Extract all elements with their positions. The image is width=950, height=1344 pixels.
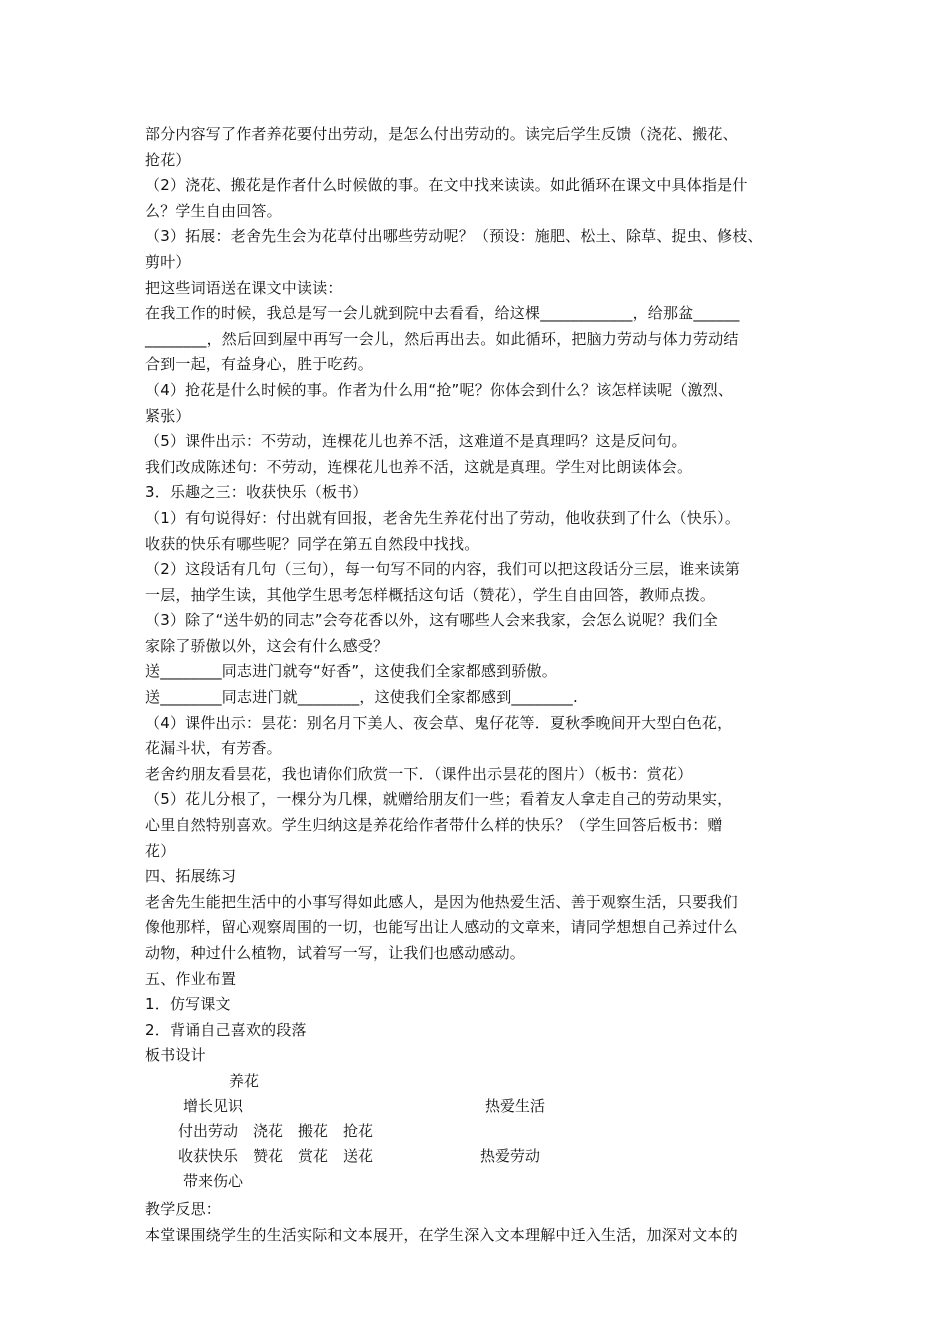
text-line: 像他那样，留心观察周围的一切，也能写出让人感动的文章来，请同学想想自己养过什么 xyxy=(145,918,738,937)
text-line: 部分内容写了作者养花要付出劳动，是怎么付出劳动的。读完后学生反馈（浇花、搬花、 xyxy=(145,125,738,143)
board-row1-left: 增长见识 xyxy=(183,1096,244,1115)
text-line: 送________同志进门就夸“好香”，这使我们全家都感到骄傲。 xyxy=(145,662,557,681)
board-row1-right: 热爱生活 xyxy=(485,1096,546,1115)
text-line: 1．仿写课文 xyxy=(145,995,231,1014)
text-line: 本堂课围绕学生的生活实际和文本展开，在学生深入文本理解中迁入生活，加深对文本的 xyxy=(145,1225,738,1244)
text-line: 老舍先生能把生活中的小事写得如此感人，是因为他热爱生活、善于观察生活，只要我们 xyxy=(145,892,738,911)
body-text xyxy=(145,122,813,1069)
text-line: 老舍约朋友看昙花，我也请你们欣赏一下．（课件出示昙花的图片）（板书：赏花） xyxy=(145,764,693,783)
text-line: 花） xyxy=(145,841,176,860)
board-row3-right: 热爱劳动 xyxy=(480,1146,541,1165)
text-line: 心里自然特别喜欢。学生归纳这是养花给作者带什么样的快乐？（学生回答后板书：赠 xyxy=(145,816,723,835)
text-line: 3．乐趣之三：收获快乐（板书） xyxy=(145,483,368,502)
text-line: （2）浇花、搬花是作者什么时候做的事。在文中找来读读。如此循环在课文中具体指是什 xyxy=(145,176,748,195)
text-line: （5）课件出示：不劳动，连棵花儿也养不活，这难道不是真理吗？这是反问句。 xyxy=(145,432,687,451)
text-line: （4）课件出示：昙花：别名月下美人、夜会草、鬼仔花等．夏秋季晚间开大型白色花， xyxy=(145,713,733,732)
text-line: 2．背诵自己喜欢的段落 xyxy=(145,1020,307,1039)
text-line: 家除了骄傲以外，这会有什么感受？ xyxy=(145,636,389,655)
text-line: 送________同志进门就________，这使我们全家都感到________. xyxy=(145,688,578,707)
text-line: 收获的快乐有哪些呢？同学在第五自然段中找找。 xyxy=(145,534,480,553)
text-line: 合到一起，有益身心，胜于吃药。 xyxy=(145,355,374,374)
text-line: 紧张） xyxy=(145,406,191,425)
text-line: （1）有句说得好：付出就有回报，老舍先生养花付出了劳动，他收获到了什么（快乐）。 xyxy=(145,508,741,527)
text-line: 教学反思： xyxy=(145,1199,222,1218)
text-line: 五、作业布置 xyxy=(145,969,237,988)
text-line: 四、拓展练习 xyxy=(145,867,237,886)
text-line: 动物，种过什么植物，试着写一写，让我们也感动感动。 xyxy=(145,944,526,962)
text-line: 么？学生自由回答。 xyxy=(145,201,282,220)
text-line: 我们改成陈述句：不劳动，连棵花儿也养不活，这就是真理。学生对比朗读体会。 xyxy=(145,457,693,476)
reflection-text xyxy=(145,1197,813,1248)
board-row2: 付出劳动 浇花 搬花 抢花 xyxy=(178,1121,374,1140)
text-line: （3）除了“送牛奶的同志”会夸花香以外，这有哪些人会来我家，会怎么说呢？我们全 xyxy=(145,611,718,630)
text-line: （5）花儿分根了，一棵分为几棵，就赠给朋友们一些；看着友人拿走自己的劳动果实， xyxy=(145,790,733,809)
text-line: （2）这段话有几句（三句），每一句写不同的内容，我们可以把这段话分三层，谁来读第 xyxy=(145,560,741,579)
board-title: 养花 xyxy=(229,1071,260,1090)
text-line: 剪叶） xyxy=(145,252,191,271)
text-line: 一层，抽学生读，其他学生思考怎样概括这句话（赞花），学生自由回答，教师点拨。 xyxy=(145,585,716,604)
board-row4: 带来伤心 xyxy=(183,1171,244,1190)
text-line: 抢花） xyxy=(145,150,191,169)
blackboard-design xyxy=(145,1069,813,1197)
text-line: 板书设计 xyxy=(145,1046,206,1065)
document-page xyxy=(145,122,813,1248)
text-line: ________，然后回到屋中再写一会儿，然后再出去。如此循环，把脑力劳动与体力劳动结 xyxy=(145,329,739,348)
text-line: （3）拓展：老舍先生会为花草付出哪些劳动呢？（预设：施肥、松土、除草、捉虫、修枝、 xyxy=(145,227,763,246)
text-line: 花漏斗状，有芳香。 xyxy=(145,739,282,758)
text-line: 在我工作的时候，我总是写一会儿就到院中去看看，给这棵____________，给那盆______ xyxy=(145,304,740,323)
text-line: 把这些词语送在课文中读读： xyxy=(145,278,343,297)
text-line: （4）抢花是什么时候的事。作者为什么用“抢”呢？你体会到什么？该怎样读呢（激烈、 xyxy=(145,380,734,399)
board-row3: 收获快乐 赞花 赏花 送花 xyxy=(178,1146,374,1165)
